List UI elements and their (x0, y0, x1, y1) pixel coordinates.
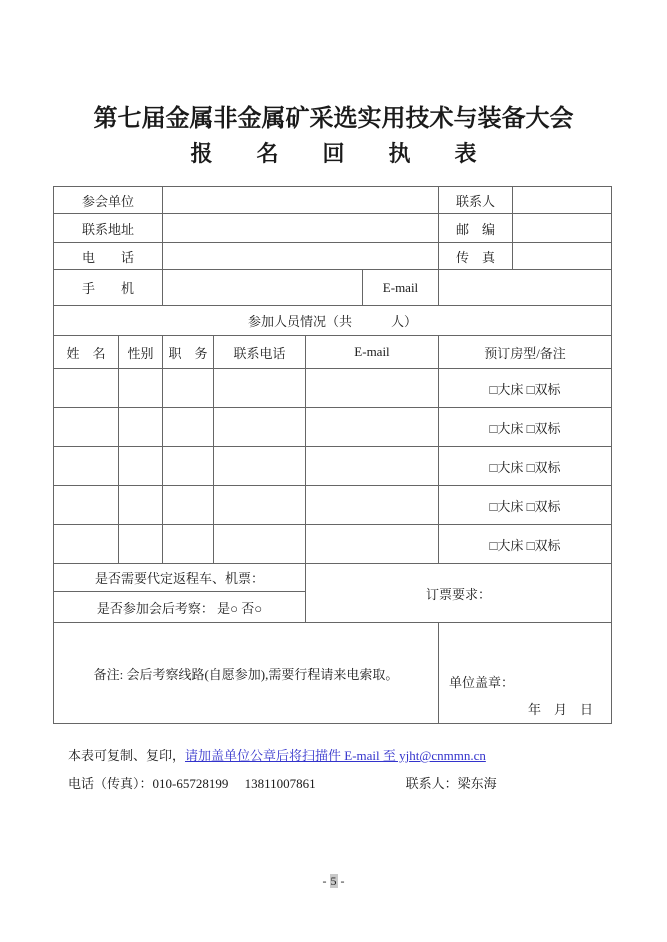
person-email-cell[interactable] (306, 486, 439, 525)
page-number (0, 874, 667, 889)
person-email-cell[interactable] (306, 369, 439, 408)
org-label: 参会单位 (54, 187, 163, 214)
email-link[interactable]: 请加盖单位公章后将扫描件 E-mail 至 yjht@cnmmn.cn (185, 748, 486, 763)
col-header-name: 姓 名 (54, 336, 119, 369)
person-position-cell[interactable] (163, 447, 214, 486)
person-position-cell[interactable] (163, 369, 214, 408)
email-label: E-mail (363, 270, 439, 306)
person-phone-cell[interactable] (214, 408, 306, 447)
fax-label: 传 真 (439, 243, 513, 270)
address-label: 联系地址 (54, 214, 163, 243)
zip-label: 邮 编 (439, 214, 513, 243)
col-header-position: 职 务 (163, 336, 214, 369)
person-email-cell[interactable] (306, 408, 439, 447)
mobile-label: 手 机 (54, 270, 163, 306)
contact-person-label: 联系人 (439, 187, 513, 214)
page-number-dash-left: - (322, 874, 330, 888)
person-gender-cell[interactable] (119, 408, 163, 447)
person-phone-cell[interactable] (214, 447, 306, 486)
col-header-gender: 性别 (119, 336, 163, 369)
room-type-options[interactable]: □大床 □双标 (439, 447, 612, 486)
person-position-cell[interactable] (163, 525, 214, 564)
remarks-note: 备注: 会后考察线路(自愿参加),需要行程请来电索取。 (54, 623, 439, 724)
person-position-cell[interactable] (163, 486, 214, 525)
footer-line2 (68, 770, 628, 798)
person-gender-cell[interactable] (119, 447, 163, 486)
footer-contact-person: 联系人：梁东海 (405, 776, 497, 791)
seal-label: 单位盖章： (449, 675, 515, 690)
person-name-cell[interactable] (54, 525, 119, 564)
form-title: 报 名 回 执 表 (190, 141, 477, 166)
col-header-email: E-mail (306, 336, 439, 369)
address-input-cell[interactable] (163, 214, 439, 243)
room-type-options[interactable]: □大床 □双标 (439, 486, 612, 525)
org-input-cell[interactable] (163, 187, 439, 214)
footer-copy-note: 本表可复制、复印， (68, 748, 186, 763)
tour-question[interactable]: 是否参加会后考察： 是○ 否○ (54, 592, 306, 623)
page-number-dash-right: - (337, 874, 345, 888)
booking-requirement-cell[interactable]: 订票要求： (306, 564, 612, 623)
ticket-question: 是否需要代定返程车、机票： (54, 564, 306, 592)
mobile-input-cell[interactable] (163, 270, 363, 306)
footer-phone: 电话（传真）：010-65728199 13811007861 (68, 776, 316, 791)
footer-line1 (68, 742, 628, 770)
person-name-cell[interactable] (54, 369, 119, 408)
person-gender-cell[interactable] (119, 525, 163, 564)
person-email-cell[interactable] (306, 525, 439, 564)
person-name-cell[interactable] (54, 408, 119, 447)
room-type-options[interactable]: □大床 □双标 (439, 525, 612, 564)
col-header-phone: 联系电话 (214, 336, 306, 369)
conference-title: 第七届金属非金属矿采选实用技术与装备大会 (93, 106, 574, 132)
person-email-cell[interactable] (306, 447, 439, 486)
person-gender-cell[interactable] (119, 486, 163, 525)
contact-person-input-cell[interactable] (513, 187, 612, 214)
person-phone-cell[interactable] (214, 486, 306, 525)
person-position-cell[interactable] (163, 408, 214, 447)
zip-input-cell[interactable] (513, 214, 612, 243)
room-type-options[interactable]: □大床 □双标 (439, 369, 612, 408)
participants-section-title: 参加人员情况（共 人） (54, 306, 612, 336)
fax-input-cell[interactable] (513, 243, 612, 270)
person-phone-cell[interactable] (214, 369, 306, 408)
person-phone-cell[interactable] (214, 525, 306, 564)
person-name-cell[interactable] (54, 486, 119, 525)
seal-cell (439, 623, 612, 724)
registration-form-table (53, 186, 612, 724)
footer-notes (68, 742, 628, 798)
phone-label: 电 话 (54, 243, 163, 270)
person-gender-cell[interactable] (119, 369, 163, 408)
person-name-cell[interactable] (54, 447, 119, 486)
phone-input-cell[interactable] (163, 243, 439, 270)
page-number-value: 5 (330, 874, 337, 888)
room-type-options[interactable]: □大床 □双标 (439, 408, 612, 447)
col-header-room: 预订房型/备注 (439, 336, 612, 369)
date-label: 年 月 日 (527, 702, 593, 717)
email-input-cell[interactable] (439, 270, 612, 306)
